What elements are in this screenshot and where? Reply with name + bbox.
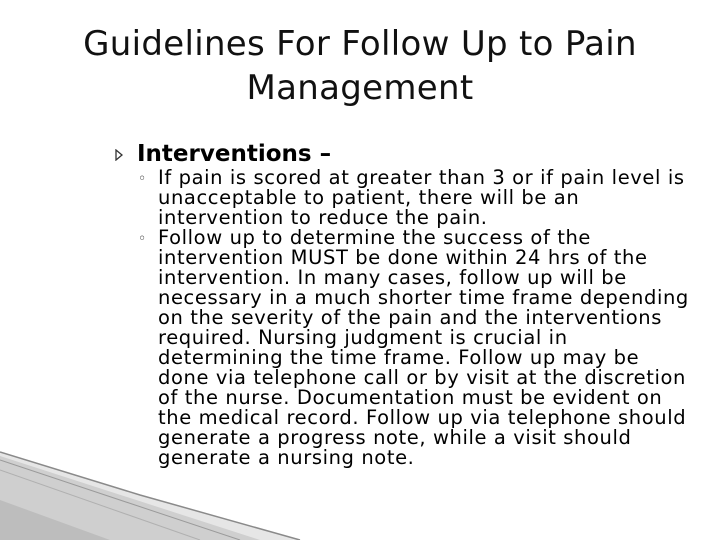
hollow-circle-icon: ◦ — [138, 231, 147, 247]
bullet-interventions — [115, 140, 695, 468]
title-line-1: Guidelines For Follow Up to Pain — [83, 24, 637, 64]
sub-bullet-text: Follow up to determine the success of the intervention MUST be done within 24 hrs of the intervention. In many cases, follow up will be necessary in a much shorter time frame depending on the severity of the pain and the interventions required. Nursing judgment is crucial in determining the time frame. Follow up may be done via telephone call or by visit at the discretion of the nurse. Documentation must be evident on the medical record. Follow up via telephone should generate a progress note, while a visit should generate a nursing note. — [158, 226, 689, 469]
hollow-circle-icon: ◦ — [138, 171, 147, 187]
sub-bullet-item — [138, 228, 695, 468]
sub-bullet-item — [138, 168, 695, 228]
title-line-2: Management — [246, 68, 474, 108]
sub-bullet-text: If pain is scored at greater than 3 or if pain level is unacceptable to patient, there will be an intervention to reduce the pain. — [158, 166, 685, 229]
bullet-label: Interventions – — [137, 141, 332, 167]
triangle-right-icon — [115, 149, 137, 164]
sub-bullet-list — [138, 168, 695, 468]
slide-title — [40, 22, 680, 110]
